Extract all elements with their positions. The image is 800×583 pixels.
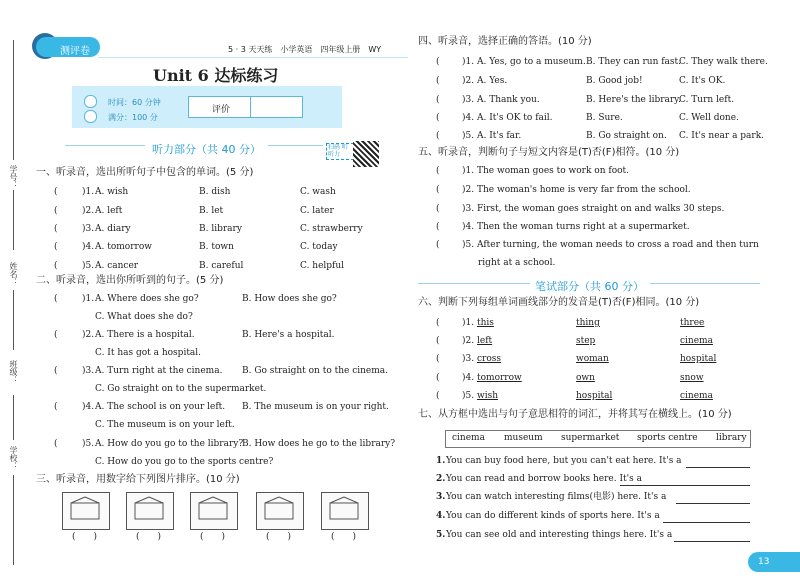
answer-paren[interactable]: ( <box>54 224 58 234</box>
option-a: A. It's OK to fail. <box>477 113 553 123</box>
answer-blank[interactable]: ( ) <box>200 532 226 542</box>
section5-title: 五、听录音，判断句子与短文内容是(T)否(F)相符。(10 分) <box>418 147 680 158</box>
check-icon <box>84 110 97 123</box>
option-b: B. Here's the library. <box>586 95 681 105</box>
picture-3 <box>190 492 238 530</box>
word-b: woman <box>576 354 609 364</box>
word-c: cinema <box>680 391 713 401</box>
option-b: B. How does she go? <box>242 294 337 304</box>
item-number: 5. <box>436 530 446 540</box>
sentence: You can see old and interesting things here. It's a <box>446 530 673 540</box>
word-option: library <box>716 433 747 443</box>
item-number: )1. <box>462 57 475 67</box>
sentence: You can read and borrow books here. It's a <box>446 474 642 484</box>
sentence: You can do different kinds of sports here. It's a <box>446 511 660 521</box>
answer-paren[interactable]: ( <box>54 402 58 412</box>
answer-blank[interactable]: ( ) <box>136 532 162 542</box>
option-a: A. cancer <box>95 261 139 271</box>
answer-line[interactable] <box>620 485 750 486</box>
answer-paren[interactable]: ( <box>54 330 58 340</box>
qr-caption: 扫码 听听力 <box>326 143 354 160</box>
item-number: )3. <box>462 354 475 364</box>
page-number: 13 <box>758 557 770 567</box>
page-title: Unit 6 达标练习 <box>153 66 279 85</box>
word-c: three <box>680 318 705 328</box>
answer-paren[interactable]: ( <box>436 391 440 401</box>
option-a: A. Turn right at the cinema. <box>95 366 223 376</box>
word-c: cinema <box>680 336 713 346</box>
item-number: )5. <box>82 439 95 449</box>
statement: The woman goes to work on foot. <box>477 166 630 176</box>
answer-paren[interactable]: ( <box>54 187 58 197</box>
item-number: )3. <box>82 224 95 234</box>
section4-title: 四、听录音，选择正确的答语。(10 分) <box>418 36 592 47</box>
eval-label: 评价 <box>212 105 231 115</box>
answer-line[interactable] <box>674 541 750 542</box>
option-c: C. later <box>300 206 334 216</box>
answer-line[interactable] <box>686 467 750 468</box>
statement: Then the woman turns right at a supermarket. <box>477 222 690 232</box>
clock-icon <box>84 95 97 108</box>
option-c: C. It's OK. <box>679 76 726 86</box>
class-label: 班级： <box>9 360 18 384</box>
answer-paren[interactable]: ( <box>54 261 58 271</box>
answer-paren[interactable]: ( <box>436 113 440 123</box>
word-a: wish <box>477 391 498 401</box>
answer-paren[interactable]: ( <box>54 294 58 304</box>
word-c: snow <box>680 373 704 383</box>
sentence: You can watch interesting films(电影) here. It's a <box>446 492 667 502</box>
item-number: )1. <box>462 166 475 176</box>
option-c: C. helpful <box>300 261 345 271</box>
word-a: this <box>477 318 494 328</box>
option-c: C. Turn left. <box>679 95 735 105</box>
option-c: C. How do you go to the sports centre? <box>95 457 274 467</box>
item-number: )3. <box>462 204 475 214</box>
option-c: C. It's near a park. <box>679 131 765 141</box>
qr-code-icon <box>353 141 379 167</box>
statement: First, the woman goes straight on and walks 30 steps. <box>477 204 725 214</box>
word-c: hospital <box>680 354 717 364</box>
section5-item5-continued: right at a school. <box>478 258 556 268</box>
score-divider <box>250 96 251 118</box>
item-number: 3. <box>436 492 446 502</box>
option-c: C. It has got a hospital. <box>95 348 202 358</box>
option-c: C. strawberry <box>300 224 363 234</box>
sentence: You can buy food here, but you can't eat here. It's a <box>446 456 682 466</box>
test-badge-label: 测评卷 <box>60 46 90 57</box>
item-number: 2. <box>436 474 446 484</box>
option-a: A. Yes, go to a museum. <box>477 57 586 67</box>
item-number: )4. <box>462 113 475 123</box>
statement: The woman's home is very far from the school. <box>477 185 691 195</box>
option-a: A. There is a hospital. <box>95 330 195 340</box>
answer-paren[interactable]: ( <box>436 373 440 383</box>
option-c: C. Go straight on to the supermarket. <box>95 384 267 394</box>
listening-header: 听力部分（共 40 分） <box>152 143 261 156</box>
answer-paren[interactable]: ( <box>436 336 440 346</box>
item-number: )2. <box>462 185 475 195</box>
header-rule <box>98 57 408 58</box>
divider-left <box>65 145 145 146</box>
item-number: )4. <box>82 402 95 412</box>
divider-right <box>650 283 760 284</box>
answer-paren[interactable]: ( <box>436 240 440 250</box>
item-number: )4. <box>462 373 475 383</box>
answer-blank[interactable]: ( ) <box>266 532 292 542</box>
answer-paren[interactable]: ( <box>436 166 440 176</box>
item-number: )1. <box>82 187 95 197</box>
item-number: )2. <box>82 330 95 340</box>
answer-line[interactable] <box>676 503 750 504</box>
item-number: )2. <box>462 336 475 346</box>
series-label: 5 · 3 天天练 小学英语 四年级上册 WY <box>228 45 382 54</box>
option-c: C. Well done. <box>679 113 739 123</box>
answer-paren[interactable]: ( <box>436 354 440 364</box>
option-c: C. The museum is on your left. <box>95 420 235 430</box>
picture-1 <box>62 492 110 530</box>
item-number: )3. <box>82 366 95 376</box>
option-a: A. How do you go to the library? <box>95 439 244 449</box>
answer-blank[interactable]: ( ) <box>331 532 357 542</box>
word-option: museum <box>504 433 543 443</box>
full-score: 满分：100 分 <box>108 113 158 122</box>
option-b: B. They can run fast. <box>586 57 682 67</box>
option-a: A. Where does she go? <box>95 294 199 304</box>
student-name-label: 姓名： <box>9 262 18 286</box>
word-b: hospital <box>576 391 613 401</box>
answer-paren[interactable]: ( <box>436 57 440 67</box>
option-b: B. Go straight on to the cinema. <box>242 366 388 376</box>
answer-paren[interactable]: ( <box>54 206 58 216</box>
item-number: )2. <box>462 76 475 86</box>
divider-left <box>418 283 530 284</box>
option-b: B. How does he go to the library? <box>242 439 396 449</box>
option-c: C. wash <box>300 187 336 197</box>
item-number: )5. <box>462 240 475 250</box>
option-b: B. dish <box>199 187 231 197</box>
option-b: B. Sure. <box>586 113 623 123</box>
option-c: C. They walk there. <box>679 57 768 67</box>
answer-paren[interactable]: ( <box>436 318 440 328</box>
statement: After turning, the woman needs to cross a road and then turn <box>477 240 759 250</box>
option-a: A. The school is on your left. <box>95 402 226 412</box>
item-number: )5. <box>462 391 475 401</box>
answer-blank[interactable]: ( ) <box>72 532 98 542</box>
section6-title: 六、判断下列每组单词画线部分的发音是(T)否(F)相同。(10 分) <box>418 297 700 308</box>
answer-paren[interactable]: ( <box>54 242 58 252</box>
section3-title: 三、听录音，用数字给下列图片排序。(10 分) <box>36 474 240 485</box>
word-option: cinema <box>452 433 485 443</box>
word-option: sports centre <box>637 433 698 443</box>
page-number-tab <box>748 552 800 572</box>
answer-paren[interactable]: ( <box>436 185 440 195</box>
binding-line <box>13 290 14 350</box>
item-number: )1. <box>82 294 95 304</box>
student-number-label: 学号： <box>9 165 18 189</box>
section2-title: 二、听录音，选出你所听到的句子。(5 分) <box>36 275 224 286</box>
option-b: B. let <box>199 206 224 216</box>
word-b: thing <box>576 318 600 328</box>
item-number: 4. <box>436 511 446 521</box>
picture-5 <box>321 492 369 530</box>
word-a: cross <box>477 354 501 364</box>
binding-line <box>13 190 14 250</box>
option-c: C. What does she do? <box>95 312 193 322</box>
option-a: A. Yes. <box>477 76 508 86</box>
answer-paren[interactable]: ( <box>54 366 58 376</box>
option-a: A. tomorrow <box>95 242 152 252</box>
item-number: )1. <box>462 318 475 328</box>
word-a: left <box>477 336 493 346</box>
score-input[interactable] <box>252 97 300 117</box>
section7-title: 七、从方框中选出与句子意思相符的词汇，并将其写在横线上。(10 分) <box>418 409 732 420</box>
option-b: B. careful <box>199 261 244 271</box>
binding-line <box>13 395 14 440</box>
writing-header: 笔试部分（共 60 分） <box>535 280 644 293</box>
word-a: tomorrow <box>477 373 522 383</box>
option-b: B. The museum is on your right. <box>242 402 389 412</box>
answer-paren[interactable]: ( <box>54 439 58 449</box>
divider-right <box>268 145 323 146</box>
binding-line <box>13 475 14 565</box>
option-a: A. left <box>95 206 123 216</box>
item-number: )5. <box>462 131 475 141</box>
item-number: )2. <box>82 206 95 216</box>
answer-paren[interactable]: ( <box>436 204 440 214</box>
item-number: )4. <box>82 242 95 252</box>
word-option: supermarket <box>561 433 620 443</box>
picture-4 <box>256 492 304 530</box>
answer-paren[interactable]: ( <box>436 131 440 141</box>
item-number: )4. <box>462 222 475 232</box>
answer-paren[interactable]: ( <box>436 95 440 105</box>
option-a: A. Thank you. <box>477 95 540 105</box>
option-b: B. town <box>199 242 234 252</box>
option-b: B. Go straight on. <box>586 131 667 141</box>
option-a: A. wish <box>95 187 129 197</box>
item-number: 1. <box>436 456 446 466</box>
option-a: A. diary <box>95 224 131 234</box>
answer-paren[interactable]: ( <box>436 222 440 232</box>
answer-paren[interactable]: ( <box>436 76 440 86</box>
picture-2 <box>126 492 174 530</box>
item-number: )3. <box>462 95 475 105</box>
time-limit: 时间：60 分钟 <box>108 98 161 107</box>
option-c: C. today <box>300 242 338 252</box>
school-label: 学校： <box>9 446 18 470</box>
word-b: step <box>576 336 596 346</box>
binding-line <box>13 40 14 160</box>
option-b: B. Here's a hospital. <box>242 330 335 340</box>
answer-line[interactable] <box>663 522 750 523</box>
option-b: B. library <box>199 224 242 234</box>
section1-title: 一、听录音，选出所听句子中包含的单词。(5 分) <box>36 167 254 178</box>
option-b: B. Good job! <box>586 76 643 86</box>
item-number: )5. <box>82 261 95 271</box>
option-a: A. It's far. <box>477 131 522 141</box>
word-b: own <box>576 373 595 383</box>
